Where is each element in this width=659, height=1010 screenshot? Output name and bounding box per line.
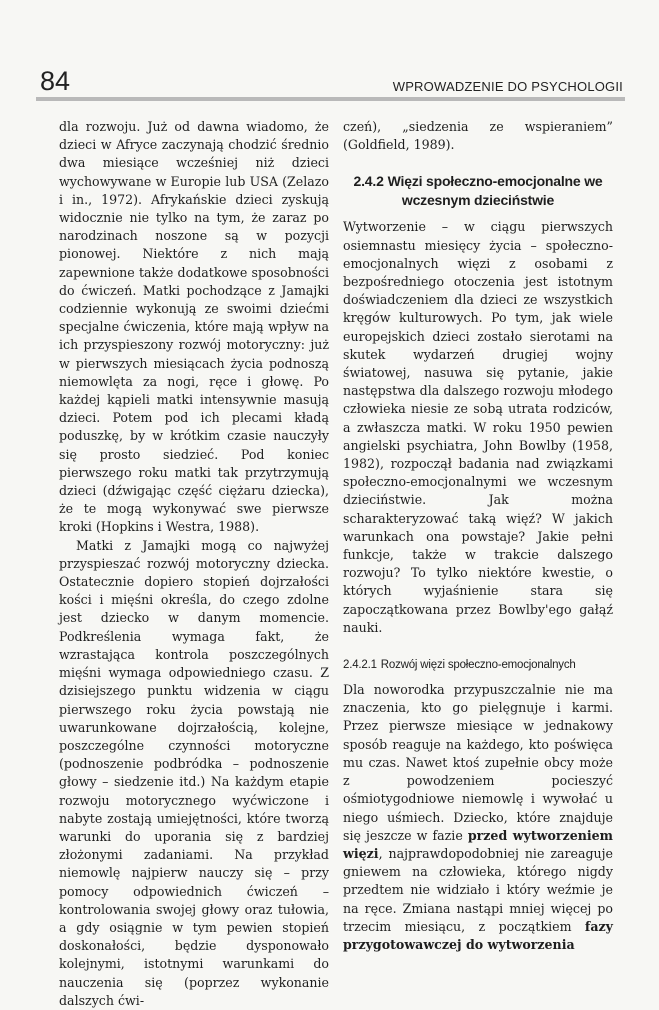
paragraph: czeń), „siedzenia ze wspieraniem” (Goldfield, 1989).: [343, 119, 613, 153]
page-number: 84: [40, 66, 71, 96]
section-heading: [343, 172, 613, 210]
subsection-number: 2.4.2.1: [343, 659, 377, 672]
paragraph: Matki z Jamajki mogą co najwyżej przyspieszać rozwój motoryczny dziecka. Ostatecznie dopiero stopień dojrzałości kości i mięśni określa, do czego zdolne jest dziecko w danym momencie. Podkreślenia wymaga fakt, że wzrastająca kontrola poszczególnych mięśni wymaga odpowiedniego czasu. Z dzisiejszego punktu widzenia w ciągu pierwszego roku życia powstają nie uwarunkowane dojrzałością, kolejne, poszczególne czynności motoryczne (podnoszenie podbródka – podnoszenie głowy – siedzenie itd.) Na każdym etapie rozwoju motorycznego wyćwiczone i nabyte zostają umiejętności, które tworzą warunki do uporania się z bardziej złożonymi zadaniami. Na przykład niemowlę najpierw nauczy się – przy pomocy odpowiednich ćwiczeń – kontrolowania swojej głowy oraz tułowia, a gdy osiągnie w tym pewien stopień doskonałości, będzie dysponowało kolejnymi, istotnymi warunkami do nauczenia się (poprzez wykonanie dalszych ćwi-: [59, 537, 329, 1008]
paragraph: [343, 681, 613, 954]
key-term: fazy przygotowawczej do wytworzenia: [343, 918, 613, 952]
section-title: Więzi społeczno-emocjonalne we wczesnym dzieciństwie: [387, 173, 603, 209]
subsection-heading: [343, 657, 613, 673]
section-number: 2.4.2: [353, 173, 384, 190]
subsection-title: Rozwój więzi społeczno-emocjonalnych: [380, 659, 576, 672]
paragraph-text: , najprawdopodobniej nie zareaguje gniewem na człowieka, którego nigdy przedtem nie widziało i który weźmie je na ręce. Zmiana nastąpi mniej więcej po trzecim miesiącu, z początkiem: [343, 845, 613, 934]
paragraph-text: Dla noworodka przypuszczalnie nie ma znaczenia, kto go pielęgnuje i karmi. Przez pierwsze miesiące w jednakowy sposób reaguje na każdego, kto poświęca mu czas. Nawet ktoś zupełnie obcy może z powodzeniem pocieszyć ośmiotygodniowe niemowlę i wywołać u niego uśmiech. Dziecko, które znajduje się jeszcze w fazie: [343, 682, 613, 843]
running-head: WPROWADZENIE DO PSYCHOLOGII: [392, 79, 623, 94]
right-column: [343, 118, 613, 954]
left-column: [59, 118, 329, 1010]
paragraph: dla rozwoju. Już od dawna wiadomo, że dzieci w Afryce zaczynają chodzić średnio dwa miesiące wcześniej niż dzieci wychowywane w Europie lub USA (Zelazo i in., 1972). Afrykańskie dzieci zyskują widocznie nie tylko na tym, że zaraz po narodzinach noszone są w pozycji pionowej. Niektóre z nich mają zapewnione także dodatkowe sposobności do ćwiczeń. Matki pochodzące z Jamajki codziennie wykonują ze swoimi dziećmi specjalne ćwiczenia, które mają wpływ na ich przyspieszony rozwój motoryczny: już w pierwszych miesiącach życia podnoszą niemowlęta za nogi, ręce i głowę. Po każdej kąpieli matki intensywnie masują dzieci. Potem pod ich plecami kładą poduszkę, by w krótkim czasie nauczyły się prosto siedzieć. Pod koniec pierwszego roku matki tak przytrzymują dzieci (dźwigając część ciężaru dziecka), że te mogą wykonywać swe pierwsze kroki (Hopkins i Westra, 1988).: [59, 119, 329, 535]
paragraph: Wytworzenie – w ciągu pierwszych osiemnastu miesięcy życia – społeczno-emocjonalnych więzi z osobami z bezpośredniego otoczenia jest istotnym doświadczeniem dla dzieci ze wszystkich kręgów kulturowych. Po tym, jak wiele europejskich dzieci zostało sierotami na skutek wydarzeń drugiej wojny światowej, nasuwa się pytanie, jakie następstwa dla dalszego rozwoju młodego człowieka niesie ze sobą utrata rodziców, a zwłaszcza matki. W roku 1950 pewien angielski psychiatra, John Bowlby (1958, 1982), rozpoczął badania nad związkami społeczno-emocjonalnymi we wczesnym dzieciństwie. Jak można scharakteryzować taką więź? W jakich warunkach ona powstaje? Jakie pełni funkcje, także w trakcie dalszego rozwoju? To tylko niektóre kwestie, o których wyjaśnienie stara się zapoczątkowana przez Bowlby'ego gałąź nauki.: [343, 219, 613, 635]
header-rule: [36, 97, 625, 101]
key-term: przed wytworzeniem więzi: [343, 827, 613, 861]
